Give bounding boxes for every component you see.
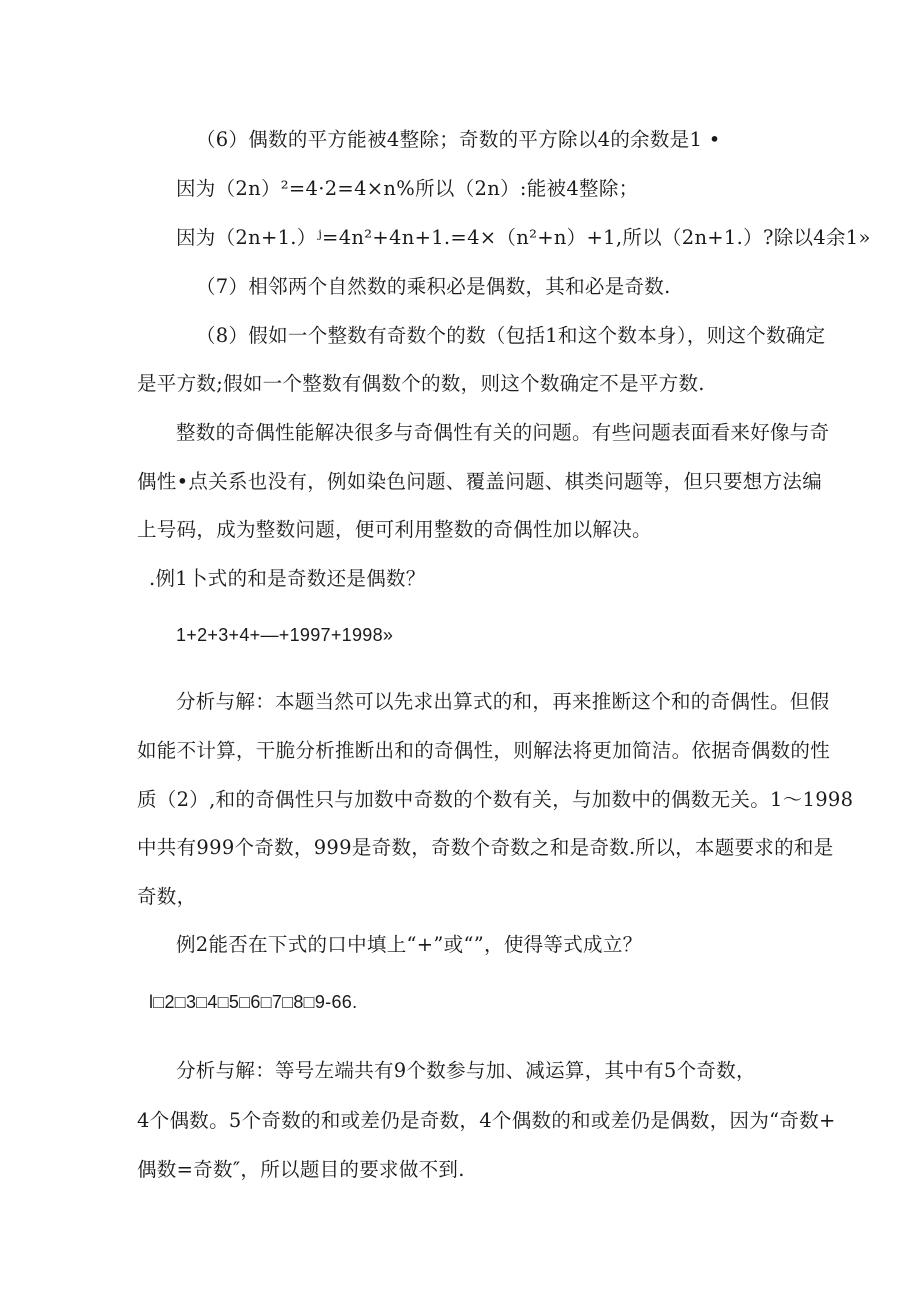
analysis-1-line-1: 分析与解：本题当然可以先求出算式的和，再来推断这个和的奇偶性。但假 [176, 690, 830, 713]
intro-paragraph-line-1: 整数的奇偶性能解决很多与奇偶性有关的问题。有些问题表面看来好像与奇 [176, 421, 830, 444]
example-2-expression: l□2□3□4□5□6□7□8□9-66. [149, 992, 358, 1012]
intro-paragraph-line-3: 上号码，成为整数问题，便可利用整数的奇偶性加以解决。 [137, 518, 652, 541]
analysis-1-line-5: 奇数， [137, 885, 197, 908]
property-8-line-2: 是平方数;假如一个整数有偶数个的数，则这个数确定不是平方数. [137, 372, 705, 395]
analysis-2-line-3: 偶数=奇数″，所以题目的要求做不到. [137, 1158, 465, 1181]
analysis-2-line-1: 分析与解：等号左端共有9个数参与加、减运算，其中有5个奇数， [176, 1059, 756, 1082]
property-6-line: （6）偶数的平方能被4整除；奇数的平方除以4的余数是1 • [196, 128, 721, 151]
property-7-line: （7）相邻两个自然数的乘积必是偶数，其和必是奇数. [196, 275, 671, 298]
example-1-expression: 1+2+3+4+—+1997+1998» [176, 625, 394, 645]
example-1-question: .例1卜式的和是奇数还是偶数？ [149, 567, 426, 590]
example-2-question: 例2能否在下式的口中填上“+”或“”，使得等式成立？ [176, 933, 643, 956]
analysis-2-line-2: 4个偶数。5个奇数的和或差仍是奇数，4个偶数的和或差仍是偶数，因为“奇数+ [137, 1109, 836, 1132]
analysis-1-line-2: 如能不计算，干脆分析推断出和的奇偶性，则解法将更加简洁。依据奇偶数的性 [137, 739, 831, 762]
proof-even-square-line: 因为（2n）²=4·2=4×n%所以（2n）:能被4整除； [176, 177, 639, 200]
property-8-line-1: （8）假如一个整数有奇数个的数（包括1和这个数本身），则这个数确定 [196, 324, 826, 347]
intro-paragraph-line-2: 偶性•点关系也没有，例如染色问题、覆盖问题、棋类问题等，但只要想方法编 [137, 470, 823, 493]
proof-odd-square-line: 因为（2n+1.）ʲ=4n²+4n+1.=4×（n²+n）+1,所以（2n+1.）?除以4余1» [176, 226, 871, 249]
analysis-1-line-3: 质（2）,和的奇偶性只与加数中奇数的个数有关，与加数中的偶数无关。1～1998 [137, 788, 854, 811]
analysis-1-line-4: 中共有999个奇数，999是奇数，奇数个奇数之和是奇数.所以，本题要求的和是 [137, 836, 834, 859]
